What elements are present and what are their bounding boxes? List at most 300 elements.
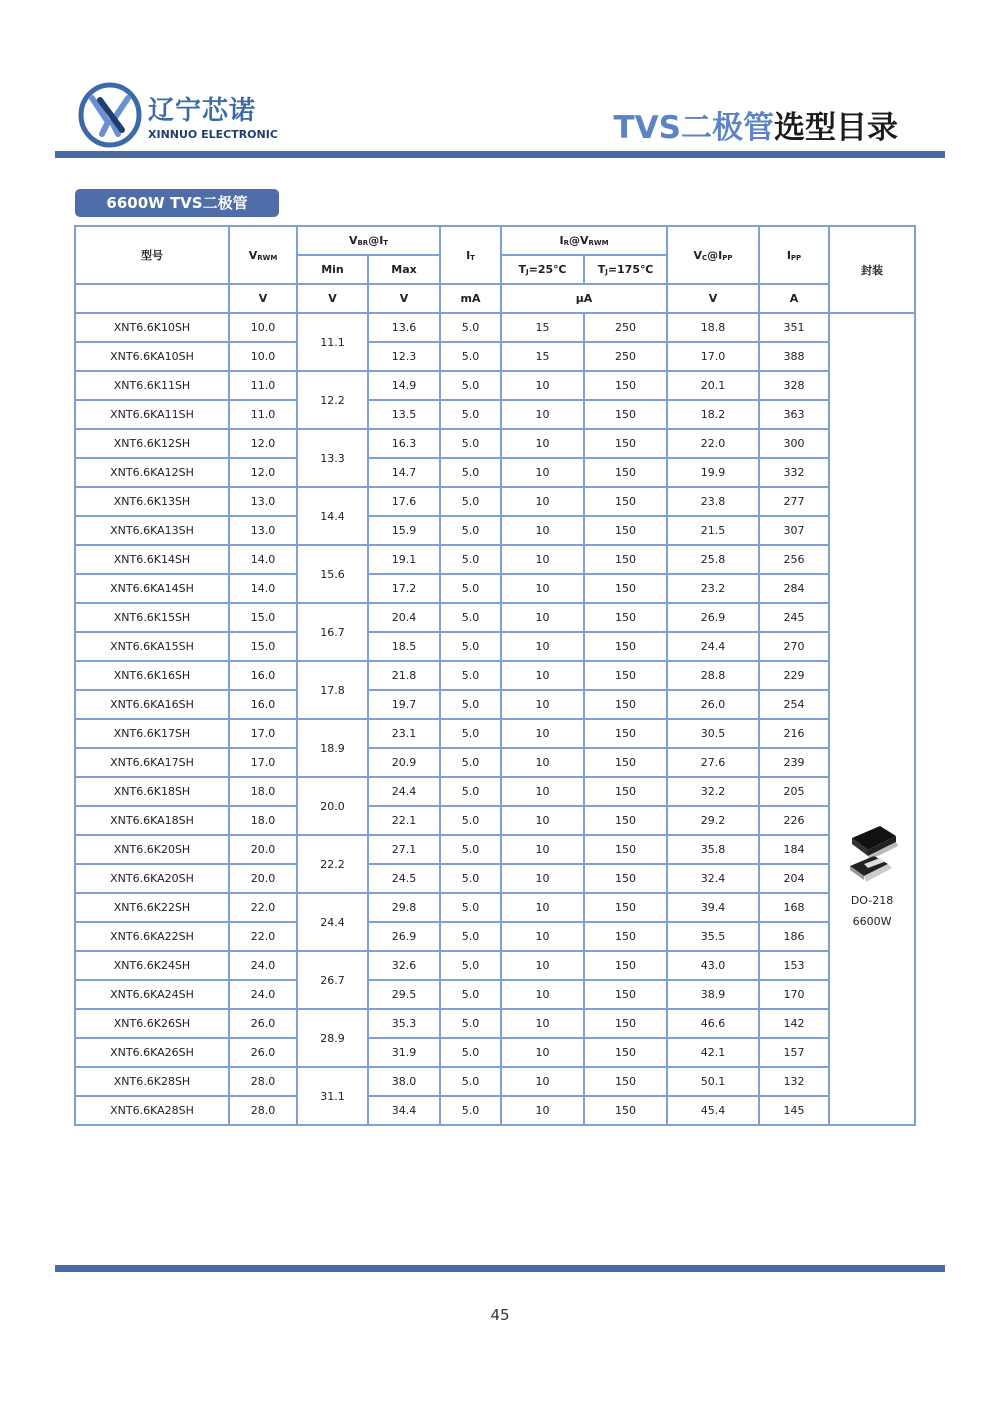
table-row <box>75 487 915 516</box>
header-model: 型号 <box>75 226 229 284</box>
cell-it: 5.0 <box>440 661 501 690</box>
cell-vbr-min: 18.9 <box>297 719 368 777</box>
table-row <box>75 748 915 777</box>
cell-vbr-min: 15.6 <box>297 545 368 603</box>
cell-vrwm: 24.0 <box>229 951 297 980</box>
spec-table <box>74 225 916 1126</box>
table-row <box>75 545 915 574</box>
cell-ir-25c: 10 <box>501 574 584 603</box>
cell-vrwm: 17.0 <box>229 748 297 777</box>
cell-it: 5.0 <box>440 400 501 429</box>
logo-chinese-name: 辽宁芯诺 <box>148 96 257 126</box>
cell-ir-175c: 150 <box>584 1067 667 1096</box>
cell-ir-25c: 10 <box>501 806 584 835</box>
cell-model: XNT6.6K22SH <box>75 893 229 922</box>
cell-it: 5.0 <box>440 777 501 806</box>
top-divider <box>55 151 945 158</box>
cell-vrwm: 26.0 <box>229 1038 297 1067</box>
cell-ir-25c: 10 <box>501 400 584 429</box>
cell-vc: 26.9 <box>667 603 759 632</box>
cell-vbr-max: 17.6 <box>368 487 440 516</box>
cell-vbr-min: 11.1 <box>297 313 368 371</box>
cell-vrwm: 28.0 <box>229 1067 297 1096</box>
cell-vbr-max: 16.3 <box>368 429 440 458</box>
cell-package <box>829 313 915 1125</box>
cell-ir-175c: 150 <box>584 893 667 922</box>
cell-it: 5.0 <box>440 371 501 400</box>
cell-vbr-max: 13.6 <box>368 313 440 342</box>
cell-model: XNT6.6KA14SH <box>75 574 229 603</box>
cell-ir-25c: 10 <box>501 748 584 777</box>
cell-vbr-max: 21.8 <box>368 661 440 690</box>
cell-ir-175c: 150 <box>584 400 667 429</box>
cell-vbr-min: 22.2 <box>297 835 368 893</box>
cell-it: 5.0 <box>440 313 501 342</box>
table-row <box>75 835 915 864</box>
cell-model: XNT6.6K14SH <box>75 545 229 574</box>
table-row <box>75 661 915 690</box>
cell-it: 5.0 <box>440 429 501 458</box>
cell-vbr-max: 35.3 <box>368 1009 440 1038</box>
page-title-part2: 选型目录 <box>774 110 898 146</box>
cell-it: 5.0 <box>440 458 501 487</box>
cell-vbr-max: 14.9 <box>368 371 440 400</box>
cell-ipp: 145 <box>759 1096 829 1125</box>
cell-vbr-max: 32.6 <box>368 951 440 980</box>
cell-ir-25c: 15 <box>501 342 584 371</box>
cell-model: XNT6.6K17SH <box>75 719 229 748</box>
cell-ir-25c: 10 <box>501 951 584 980</box>
cell-vbr-max: 14.7 <box>368 458 440 487</box>
cell-vc: 42.1 <box>667 1038 759 1067</box>
cell-model: XNT6.6K18SH <box>75 777 229 806</box>
cell-it: 5.0 <box>440 893 501 922</box>
cell-ir-175c: 150 <box>584 661 667 690</box>
cell-it: 5.0 <box>440 1038 501 1067</box>
cell-vbr-max: 19.7 <box>368 690 440 719</box>
cell-ipp: 254 <box>759 690 829 719</box>
spec-table-body <box>75 313 915 1125</box>
cell-ir-175c: 150 <box>584 516 667 545</box>
cell-ir-25c: 10 <box>501 690 584 719</box>
cell-ir-175c: 150 <box>584 1009 667 1038</box>
cell-vbr-min: 20.0 <box>297 777 368 835</box>
table-row <box>75 400 915 429</box>
header-vc: $V_C@I_{PP}$ <box>667 226 759 284</box>
cell-vrwm: 11.0 <box>229 371 297 400</box>
header-ir: $I_R@V_{RWM}$ <box>501 226 667 255</box>
cell-vrwm: 12.0 <box>229 458 297 487</box>
cell-vbr-max: 18.5 <box>368 632 440 661</box>
cell-ir-175c: 150 <box>584 487 667 516</box>
cell-vc: 43.0 <box>667 951 759 980</box>
cell-vc: 24.4 <box>667 632 759 661</box>
cell-vbr-max: 20.9 <box>368 748 440 777</box>
cell-model: XNT6.6KA28SH <box>75 1096 229 1125</box>
table-row <box>75 632 915 661</box>
cell-model: XNT6.6KA13SH <box>75 516 229 545</box>
cell-ir-175c: 250 <box>584 342 667 371</box>
package-name: DO-218 <box>850 894 894 907</box>
header-it: $I_T$ <box>440 226 501 284</box>
table-row <box>75 980 915 1009</box>
cell-vrwm: 15.0 <box>229 632 297 661</box>
cell-ir-25c: 10 <box>501 661 584 690</box>
cell-vrwm: 20.0 <box>229 864 297 893</box>
table-row <box>75 1009 915 1038</box>
cell-ir-25c: 10 <box>501 864 584 893</box>
cell-model: XNT6.6KA26SH <box>75 1038 229 1067</box>
cell-ipp: 132 <box>759 1067 829 1096</box>
cell-vrwm: 16.0 <box>229 690 297 719</box>
cell-ir-175c: 150 <box>584 835 667 864</box>
table-row <box>75 719 915 748</box>
table-row <box>75 893 915 922</box>
cell-vbr-max: 31.9 <box>368 1038 440 1067</box>
cell-vrwm: 28.0 <box>229 1096 297 1125</box>
cell-it: 5.0 <box>440 1096 501 1125</box>
company-logo <box>78 82 278 148</box>
cell-ir-25c: 10 <box>501 1067 584 1096</box>
cell-vbr-max: 24.4 <box>368 777 440 806</box>
unit-it: mA <box>440 284 501 313</box>
cell-it: 5.0 <box>440 1009 501 1038</box>
cell-model: XNT6.6K13SH <box>75 487 229 516</box>
cell-model: XNT6.6KA22SH <box>75 922 229 951</box>
cell-ipp: 239 <box>759 748 829 777</box>
cell-model: XNT6.6K24SH <box>75 951 229 980</box>
page-title-part1: TVS二极管 <box>613 110 774 146</box>
cell-ir-175c: 250 <box>584 313 667 342</box>
cell-ipp: 270 <box>759 632 829 661</box>
header-max: Max <box>368 255 440 284</box>
cell-model: XNT6.6KA15SH <box>75 632 229 661</box>
cell-vbr-min: 31.1 <box>297 1067 368 1125</box>
cell-vrwm: 26.0 <box>229 1009 297 1038</box>
cell-ir-25c: 10 <box>501 1038 584 1067</box>
cell-it: 5.0 <box>440 719 501 748</box>
cell-vc: 17.0 <box>667 342 759 371</box>
table-row <box>75 806 915 835</box>
section-label: 6600W TVS二极管 <box>75 189 279 217</box>
cell-vbr-max: 24.5 <box>368 864 440 893</box>
cell-vc: 50.1 <box>667 1067 759 1096</box>
cell-vc: 18.2 <box>667 400 759 429</box>
cell-vbr-max: 17.2 <box>368 574 440 603</box>
cell-model: XNT6.6KA17SH <box>75 748 229 777</box>
cell-vc: 28.8 <box>667 661 759 690</box>
cell-model: XNT6.6KA10SH <box>75 342 229 371</box>
table-row <box>75 342 915 371</box>
table-row <box>75 603 915 632</box>
cell-ir-175c: 150 <box>584 632 667 661</box>
cell-vc: 45.4 <box>667 1096 759 1125</box>
cell-vbr-max: 29.5 <box>368 980 440 1009</box>
cell-it: 5.0 <box>440 1067 501 1096</box>
cell-vc: 35.5 <box>667 922 759 951</box>
cell-ir-25c: 10 <box>501 835 584 864</box>
cell-vrwm: 10.0 <box>229 342 297 371</box>
cell-vbr-max: 38.0 <box>368 1067 440 1096</box>
cell-model: XNT6.6K28SH <box>75 1067 229 1096</box>
cell-model: XNT6.6K20SH <box>75 835 229 864</box>
table-row <box>75 516 915 545</box>
cell-it: 5.0 <box>440 748 501 777</box>
cell-model: XNT6.6KA18SH <box>75 806 229 835</box>
logo-english-name: XINNUO ELECTRONIC <box>148 128 278 141</box>
cell-ir-25c: 10 <box>501 603 584 632</box>
header-tj25: $T_J=25℃$ <box>501 255 584 284</box>
cell-ir-25c: 10 <box>501 1096 584 1125</box>
unit-vrwm: V <box>229 284 297 313</box>
bottom-divider <box>55 1265 945 1272</box>
cell-vbr-max: 34.4 <box>368 1096 440 1125</box>
cell-ipp: 205 <box>759 777 829 806</box>
cell-ir-25c: 10 <box>501 1009 584 1038</box>
unit-max: V <box>368 284 440 313</box>
cell-vbr-max: 29.8 <box>368 893 440 922</box>
cell-ir-25c: 10 <box>501 487 584 516</box>
cell-model: XNT6.6KA11SH <box>75 400 229 429</box>
cell-ir-175c: 150 <box>584 864 667 893</box>
cell-ipp: 328 <box>759 371 829 400</box>
cell-vbr-min: 26.7 <box>297 951 368 1009</box>
cell-ipp: 300 <box>759 429 829 458</box>
table-row <box>75 690 915 719</box>
cell-ir-25c: 10 <box>501 371 584 400</box>
cell-vc: 38.9 <box>667 980 759 1009</box>
cell-ir-25c: 15 <box>501 313 584 342</box>
cell-it: 5.0 <box>440 574 501 603</box>
cell-ipp: 307 <box>759 516 829 545</box>
cell-vbr-max: 12.3 <box>368 342 440 371</box>
cell-vbr-max: 22.1 <box>368 806 440 835</box>
cell-vc: 19.9 <box>667 458 759 487</box>
cell-ir-175c: 150 <box>584 1096 667 1125</box>
cell-ir-25c: 10 <box>501 516 584 545</box>
header-vrwm: $V_{RWM}$ <box>229 226 297 284</box>
cell-ir-175c: 150 <box>584 429 667 458</box>
cell-ir-25c: 10 <box>501 545 584 574</box>
table-row <box>75 458 915 487</box>
cell-ipp: 216 <box>759 719 829 748</box>
cell-ipp: 170 <box>759 980 829 1009</box>
cell-ipp: 388 <box>759 342 829 371</box>
cell-vc: 23.8 <box>667 487 759 516</box>
header-ipp: $I_{PP}$ <box>759 226 829 284</box>
cell-vc: 32.2 <box>667 777 759 806</box>
cell-vc: 23.2 <box>667 574 759 603</box>
cell-vbr-min: 14.4 <box>297 487 368 545</box>
cell-ir-175c: 150 <box>584 748 667 777</box>
cell-vrwm: 15.0 <box>229 603 297 632</box>
cell-vbr-min: 28.9 <box>297 1009 368 1067</box>
cell-ir-175c: 150 <box>584 951 667 980</box>
cell-vc: 30.5 <box>667 719 759 748</box>
cell-vbr-max: 26.9 <box>368 922 440 951</box>
unit-min: V <box>297 284 368 313</box>
cell-model: XNT6.6K10SH <box>75 313 229 342</box>
cell-model: XNT6.6K26SH <box>75 1009 229 1038</box>
cell-it: 5.0 <box>440 516 501 545</box>
cell-model: XNT6.6K12SH <box>75 429 229 458</box>
cell-vbr-max: 13.5 <box>368 400 440 429</box>
cell-vc: 32.4 <box>667 864 759 893</box>
xinnuo-logo-icon <box>78 82 142 148</box>
cell-ir-25c: 10 <box>501 458 584 487</box>
unit-model <box>75 284 229 313</box>
table-row <box>75 1067 915 1096</box>
cell-it: 5.0 <box>440 835 501 864</box>
cell-vrwm: 22.0 <box>229 922 297 951</box>
cell-vc: 22.0 <box>667 429 759 458</box>
cell-it: 5.0 <box>440 342 501 371</box>
cell-ipp: 168 <box>759 893 829 922</box>
table-row <box>75 1038 915 1067</box>
table-row <box>75 1096 915 1125</box>
table-row <box>75 777 915 806</box>
cell-ipp: 284 <box>759 574 829 603</box>
unit-ir: μA <box>501 284 667 313</box>
cell-ir-175c: 150 <box>584 371 667 400</box>
cell-ir-25c: 10 <box>501 777 584 806</box>
cell-ipp: 226 <box>759 806 829 835</box>
table-row <box>75 574 915 603</box>
header-tj175: $T_J=175℃$ <box>584 255 667 284</box>
cell-vrwm: 14.0 <box>229 574 297 603</box>
cell-ir-25c: 10 <box>501 980 584 1009</box>
cell-vbr-min: 17.8 <box>297 661 368 719</box>
cell-ipp: 204 <box>759 864 829 893</box>
cell-vc: 21.5 <box>667 516 759 545</box>
cell-model: XNT6.6K16SH <box>75 661 229 690</box>
cell-ir-175c: 150 <box>584 458 667 487</box>
header-min: Min <box>297 255 368 284</box>
unit-vc: V <box>667 284 759 313</box>
cell-it: 5.0 <box>440 951 501 980</box>
cell-it: 5.0 <box>440 806 501 835</box>
cell-it: 5.0 <box>440 487 501 516</box>
cell-vrwm: 18.0 <box>229 806 297 835</box>
cell-vrwm: 17.0 <box>229 719 297 748</box>
cell-it: 5.0 <box>440 864 501 893</box>
cell-vrwm: 13.0 <box>229 487 297 516</box>
cell-ipp: 363 <box>759 400 829 429</box>
cell-ir-175c: 150 <box>584 574 667 603</box>
cell-vrwm: 12.0 <box>229 429 297 458</box>
cell-vrwm: 20.0 <box>229 835 297 864</box>
cell-vc: 20.1 <box>667 371 759 400</box>
package-power: 6600W <box>852 915 892 928</box>
cell-ipp: 229 <box>759 661 829 690</box>
cell-vc: 35.8 <box>667 835 759 864</box>
table-row <box>75 371 915 400</box>
cell-ipp: 153 <box>759 951 829 980</box>
cell-vbr-min: 24.4 <box>297 893 368 951</box>
cell-ir-25c: 10 <box>501 632 584 661</box>
table-row <box>75 313 915 342</box>
do218-package-icon <box>830 822 914 886</box>
cell-vrwm: 22.0 <box>229 893 297 922</box>
cell-vrwm: 24.0 <box>229 980 297 1009</box>
cell-ir-175c: 150 <box>584 777 667 806</box>
cell-vrwm: 18.0 <box>229 777 297 806</box>
cell-vbr-min: 13.3 <box>297 429 368 487</box>
cell-ipp: 351 <box>759 313 829 342</box>
cell-model: XNT6.6KA16SH <box>75 690 229 719</box>
cell-vrwm: 14.0 <box>229 545 297 574</box>
cell-vbr-max: 23.1 <box>368 719 440 748</box>
cell-vbr-max: 15.9 <box>368 516 440 545</box>
cell-vrwm: 13.0 <box>229 516 297 545</box>
table-row <box>75 922 915 951</box>
page-number: 45 <box>490 1306 510 1324</box>
cell-it: 5.0 <box>440 922 501 951</box>
cell-vc: 25.8 <box>667 545 759 574</box>
cell-vrwm: 10.0 <box>229 313 297 342</box>
cell-it: 5.0 <box>440 632 501 661</box>
cell-vbr-min: 12.2 <box>297 371 368 429</box>
cell-ir-25c: 10 <box>501 429 584 458</box>
cell-ipp: 184 <box>759 835 829 864</box>
cell-ir-175c: 150 <box>584 603 667 632</box>
table-row <box>75 951 915 980</box>
cell-it: 5.0 <box>440 545 501 574</box>
cell-ir-25c: 10 <box>501 719 584 748</box>
cell-model: XNT6.6KA12SH <box>75 458 229 487</box>
cell-ir-25c: 10 <box>501 893 584 922</box>
cell-vrwm: 11.0 <box>229 400 297 429</box>
cell-model: XNT6.6K11SH <box>75 371 229 400</box>
cell-vc: 27.6 <box>667 748 759 777</box>
cell-ipp: 277 <box>759 487 829 516</box>
cell-model: XNT6.6KA20SH <box>75 864 229 893</box>
header-package: 封装 <box>829 226 915 313</box>
cell-ir-25c: 10 <box>501 922 584 951</box>
page-title <box>614 102 898 147</box>
cell-ir-175c: 150 <box>584 980 667 1009</box>
cell-vbr-max: 20.4 <box>368 603 440 632</box>
cell-vc: 26.0 <box>667 690 759 719</box>
header-vbr: $V_{BR}@I_T$ <box>297 226 440 255</box>
cell-vc: 46.6 <box>667 1009 759 1038</box>
cell-ipp: 256 <box>759 545 829 574</box>
cell-vrwm: 16.0 <box>229 661 297 690</box>
cell-ipp: 332 <box>759 458 829 487</box>
cell-ir-175c: 150 <box>584 922 667 951</box>
cell-ipp: 142 <box>759 1009 829 1038</box>
table-row <box>75 429 915 458</box>
cell-it: 5.0 <box>440 690 501 719</box>
cell-vc: 29.2 <box>667 806 759 835</box>
cell-ipp: 245 <box>759 603 829 632</box>
cell-ir-175c: 150 <box>584 1038 667 1067</box>
cell-vbr-max: 27.1 <box>368 835 440 864</box>
cell-ir-175c: 150 <box>584 545 667 574</box>
cell-ipp: 186 <box>759 922 829 951</box>
cell-vbr-min: 16.7 <box>297 603 368 661</box>
cell-model: XNT6.6KA24SH <box>75 980 229 1009</box>
cell-ir-175c: 150 <box>584 719 667 748</box>
cell-ir-175c: 150 <box>584 690 667 719</box>
table-row <box>75 864 915 893</box>
cell-it: 5.0 <box>440 603 501 632</box>
cell-vbr-max: 19.1 <box>368 545 440 574</box>
cell-vc: 18.8 <box>667 313 759 342</box>
unit-ipp: A <box>759 284 829 313</box>
cell-ir-175c: 150 <box>584 806 667 835</box>
cell-ipp: 157 <box>759 1038 829 1067</box>
